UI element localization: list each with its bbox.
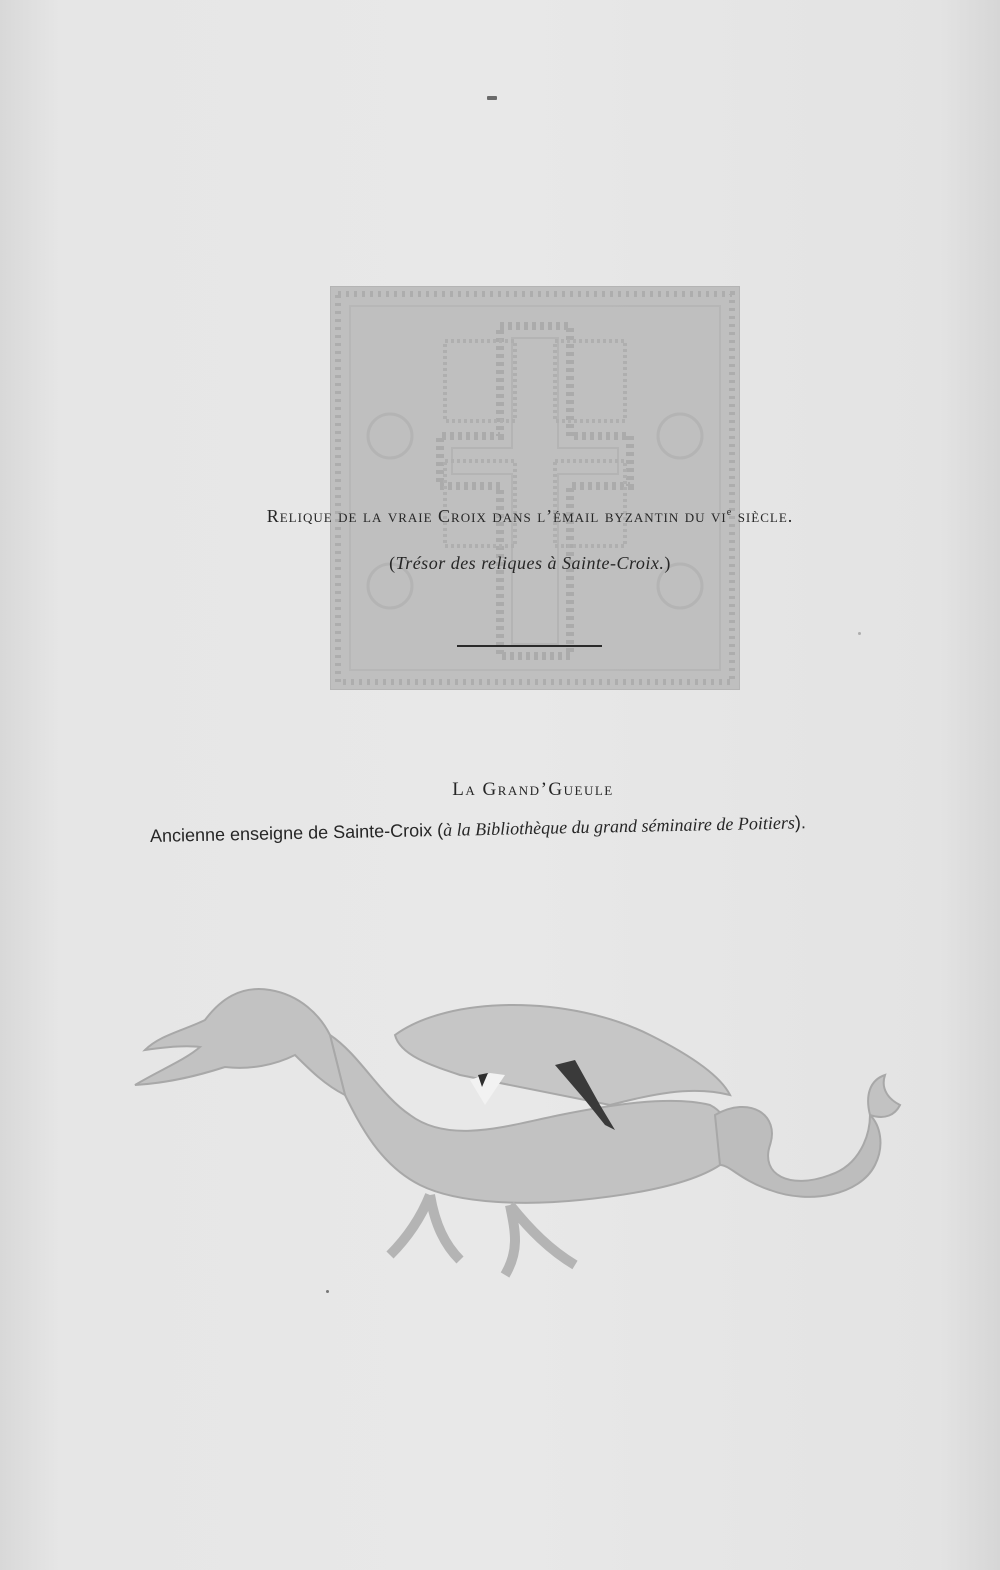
plate-1-caption (30, 506, 1000, 527)
dragon-illustration (130, 975, 910, 1305)
plate-2-caption-lead: Ancienne enseigne de Sainte-Croix ( (149, 819, 444, 846)
paper-speck (858, 632, 861, 635)
plate-1-source-text: Trésor des reliques à Sainte-Croix. (395, 553, 665, 573)
plate-1-source-open-paren: ( (389, 553, 396, 573)
plate-2-caption-italic: à la Bibliothèque du grand séminaire de Poitiers (442, 812, 796, 840)
section-divider (457, 645, 602, 647)
plate-2-title: La Grand’Gueule (452, 779, 614, 800)
plate-2-caption-tail: ). (794, 812, 807, 833)
paper-speck (326, 1290, 329, 1293)
plate-1-caption-end: siècle. (732, 506, 794, 526)
reliquary-cross-drawing (330, 286, 740, 690)
plate-1-caption-main: Relique de la vraie Croix dans l’émail byzantin du vi (266, 506, 727, 526)
plate-2-caption (150, 810, 910, 847)
plate-1-source-close-paren: ) (664, 553, 671, 573)
reliquary-plate-image (330, 286, 740, 690)
plate-1-caption-superscript: e (726, 507, 733, 518)
page-mark (487, 96, 497, 100)
plate-1-source (30, 553, 1000, 574)
